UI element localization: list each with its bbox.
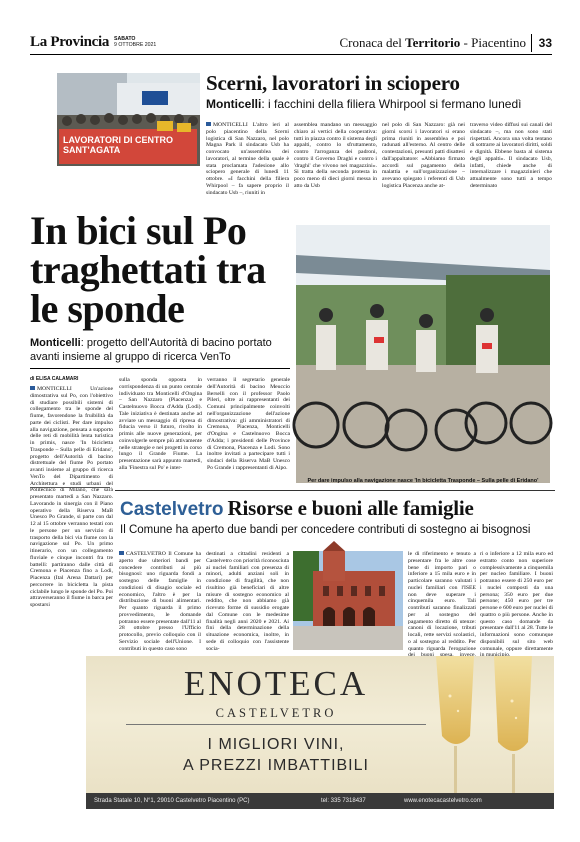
story1-sub-place: Monticelli	[206, 97, 262, 111]
story3-headline-text: Risorse e buoni alle famiglie	[227, 496, 474, 520]
masthead	[30, 34, 552, 55]
story2-column-2: sulla sponda opposta in corrispondenza di un punto centrale individuato tra Monticelli d'Ongina – San Nazzaro (Piacenza) e Castelnuovo Bocca d'Adda (Lodi). Tale iniziativa è destinata anche ad avviare un messaggio di ripresa di fiducia verso il futuro, rivolto in primis alle nuove generazioni, per coinvolgerle sempre più attivamente nelle strategie e nei progetti in corso lungo il Grande Fiume. La presentazione sarà appunto martedì, alla 'Finestra sul Po' e inter-	[119, 377, 202, 471]
story1-column-3: nel polo di San Nazzaro: già nei giorni scorsi i lavoratori si erano prima riuniti in assemblea e poi radunati all'esterno. Al centro delle contestazioni, presunti patti disattesi dall'appaltatore: «Abbiamo firmato accordi sul pagamento della malattia e sull'organizzazione – avevano spiegato i referenti di Usb logistica Piacenza anche at-	[382, 122, 465, 189]
section-bold: Territorio	[405, 35, 461, 50]
section-post: - Piacentino	[463, 35, 526, 50]
story2-sub-text: : progetto dell'Autorità di bacino portato avanti insieme al gruppo di ricerca VenTo	[30, 337, 272, 363]
story2-headline: In bici sul Po traghettati tra le sponde	[30, 208, 266, 331]
ad-footer	[86, 793, 554, 809]
section-square-icon	[206, 122, 211, 126]
story2-sub-place: Monticelli	[30, 337, 81, 349]
story2-column-1	[30, 386, 113, 656]
cyclists-photo-caption: Per dare impulso alla navigazione nasce 'In bicicletta Trasponde – Sulla pelle di Eridano'	[307, 478, 539, 484]
left-column-rule	[30, 487, 110, 488]
issue-day: SABATO	[114, 36, 136, 42]
ad-divider	[126, 724, 426, 725]
story1-column-4: traverso video diffusi sui canali del sindacato –, ma non sono stati rispettati. Ancora una volta tentano di sottrarre ai lavoratori diritti, soldi e dignità. Ebbene basta al sistema degli appalti». Il sindacato Usb, infatti, chiede anche di internalizzare i magazzinieri che attualmente sono tutti a tempo determinato	[470, 122, 552, 189]
cyclists-photo-image	[296, 225, 550, 483]
story1-subheadline	[206, 97, 521, 111]
story2-author: di ELISA CALAMARI	[30, 376, 79, 382]
ad-website[interactable]: www.enotecacastelvetro.com	[404, 798, 482, 804]
story1-col1-text: MONTICELLI L'altro ieri al polo piacentino della Scerni logistica di San Nazzaro, nel polo Magna Park il sindacato Usb ha convocato un'assemblea dei lavoratori, al termine della quale è stata proclamata l'adesione allo sciopero generale di lunedì 11 ottobre. «I facchini della filiera Whirpool – fa sapere proprio il sindacato Usb –, riuniti in	[206, 122, 289, 196]
section-square-icon	[119, 551, 124, 555]
story3-rule	[115, 490, 555, 491]
story3-column-1	[119, 551, 201, 650]
story2-column-3: verranno il segretario generale dell'Autorità di bacino Meuccio Berselli con il professor Paolo Pileri, oltre ai rappresentanti dei Comuni principalmente coinvolti nell'organizzazione dell'azione dimostrativa: gli amministratori di Cremona, Piacenza, Monticelli d'Ongina e Castelnuovo Bocca d'Adda; i presidenti delle Province di Cremona, Piacenza e Lodi. Sono inoltre invitati a partecipare tutti i sindaci della Riserva MaB Unesco Po Grande i rappresentanti di Aipo.	[207, 377, 290, 471]
story3-col1-text: CASTELVETRO Il Comune ha aperto due ulteriori bandi per concedere contributi ai più bisognosi: uno riguarda fondi a sostegno delle famiglie in condizioni di disagio sociale ed economico, l'altro è per la distribuzione di buoni alimentari. Per quanto riguarda il primo provvedimento, le domande potranno essere presentate dall'11 al 28 ottobre presso l'Ufficio protocollo, previo colloquio con il Servizio sociale dell'Unione. I contributi in questo caso sono	[119, 551, 201, 652]
story2-subheadline	[30, 337, 295, 364]
ad-slogan-line2: A PREZZI IMBATTIBILI	[183, 757, 369, 774]
story1-headline: Scerni, lavoratori in sciopero	[206, 71, 460, 95]
story3-subheadline: Il Comune ha aperto due bandi per concedere contributi di sostegno ai bisognosi	[120, 524, 531, 536]
ad-brand-sub: CASTELVETRO	[215, 706, 337, 720]
ad-slogan-line1: I MIGLIORI VINI,	[207, 736, 345, 753]
cyclists-photo	[296, 225, 550, 483]
story2-rule	[30, 368, 290, 369]
newspaper-logo: La Provincia	[30, 34, 110, 50]
story3-headline	[120, 496, 474, 521]
story1-column-1	[206, 122, 289, 204]
page-number: 33	[531, 34, 552, 52]
town-hall-photo-image	[293, 551, 403, 650]
story1-column-2: assemblea mandano un messaggio chiaro ai vertici della cooperativa: tutti in piazza contro il sistema degli appalti, contro lo sfruttamento, contro l'arroganza dei padroni, contro il Governo Draghi e contro i 'draghi' che vivono nei magazzini». Si tratta della seconda protesta in poco meno di dieci giorni messa in atto da Usb	[294, 122, 377, 189]
issue-date-text: 9 OTTOBRE 2021	[114, 42, 157, 48]
section-title	[339, 35, 526, 51]
issue-date	[114, 36, 156, 48]
story1-sub-text: : i facchini della filiera Whirpool si fermano lunedì	[261, 97, 522, 111]
section-square-icon	[30, 386, 35, 390]
enoteca-advertisement[interactable]	[86, 656, 554, 809]
story3-column-2: destinati a cittadini residenti a Castelvetro con priorità riconosciuta ai nuclei familiari con presenza di minori, adulti anziani soli in condizione di fragilità, che non risultino già beneficiari di altre misure di sostegno economico al reddito, che non abbiamo già ricevuto forme di sussidio erogate dal Comune con le medesime finalità negli anni 2020 e 2021. Ai fini della determinazione della situazione economica, inoltre, in sede di colloquio con l'assistente socia-	[206, 551, 289, 652]
ad-brand: ENOTECA	[183, 664, 369, 703]
story3-column-3: le di riferimento e tenuto a presentare fra le altre cose bene di importo pari o inferiore a 15 mila euro e in particolare saranno valutati i nuclei familiari con l'ISEE non deve superare i cinquemila euro. Tali contributi saranno finalizzati per al sostegno del pagamento diretto di utenze: canoni di locazione, tributi locali, rette servizi scolastici, o al sostegno al reddito. Per quanto riguarda l'erogazione	[408, 551, 476, 652]
strike-photo	[57, 73, 200, 166]
story3-column-4: ri o inferiore a 12 mila euro ed estratto conto non superiore complessivamente a cinquemila per nucleo familiare. I buoni potranno essere di 250 euro per i nuclei composti da una persona; 350 euro per due persone; 450 euro per tre persone e 600 euro per nuclei di quattro o più persone. Anche in questo caso domande da presentare dall'11 al 28. Tutte le informazioni sono comunque disponibili sul sito web comunale, oppure direttamente	[480, 551, 553, 652]
town-hall-photo	[293, 551, 403, 650]
story2-col1-text: MONTICELLI Un'azione dimostrativa sul Po, con l'obiettivo di studiare possibili sistemi di collegamento tra le sponde del fiume, favorendone la fruibilità da parte dei ciclisti. Per dare impulso alla navigazione, pensata a supporto delle reti di mobilità lenta turistica in primis, nasce 'In bicicletta Trasponde – Sulla pelle di Eridano', progetto dell'Autorità di bacino distrettuale del fiume Po portato avanti insieme al gruppo di ricerca VenTo del Dipartimento di Architettura e studi urbani del Politecnico di Milano, che sarà presentato martedì a San Nazzaro. Lavorando in sinergia con il Piano operativo della Riserva MaB Unesco Po Grande, si parte con dal 12 al 15 ottobre verranno testati con le persone per un servizio di trasporto della bici via fiume con la navigazione sul Po. Un primo itinerario, con un collegamento fluviale e cinque incontri fra tre battelli: partiranno dalle città di Cremona e Piacenza fino a Lodi, Piacenza (Ital Arena Dattari) per percorrere in bicicletta la pista ciclabile lungo le sponde del Po. Poi attraverseranno il fiume in barca per spostarsi	[30, 386, 113, 608]
section-pre: Cronaca del	[339, 35, 402, 50]
ad-phone: tel: 335 7318437	[321, 798, 366, 804]
strike-banner-text: LAVORATORI DI CENTRO SANT'AGATA	[63, 135, 173, 155]
ad-address: Strada Statale 10, N°1, 29010 Castelvetro Piacentino (PC)	[94, 798, 250, 804]
story3-place: Castelvetro	[120, 499, 224, 520]
